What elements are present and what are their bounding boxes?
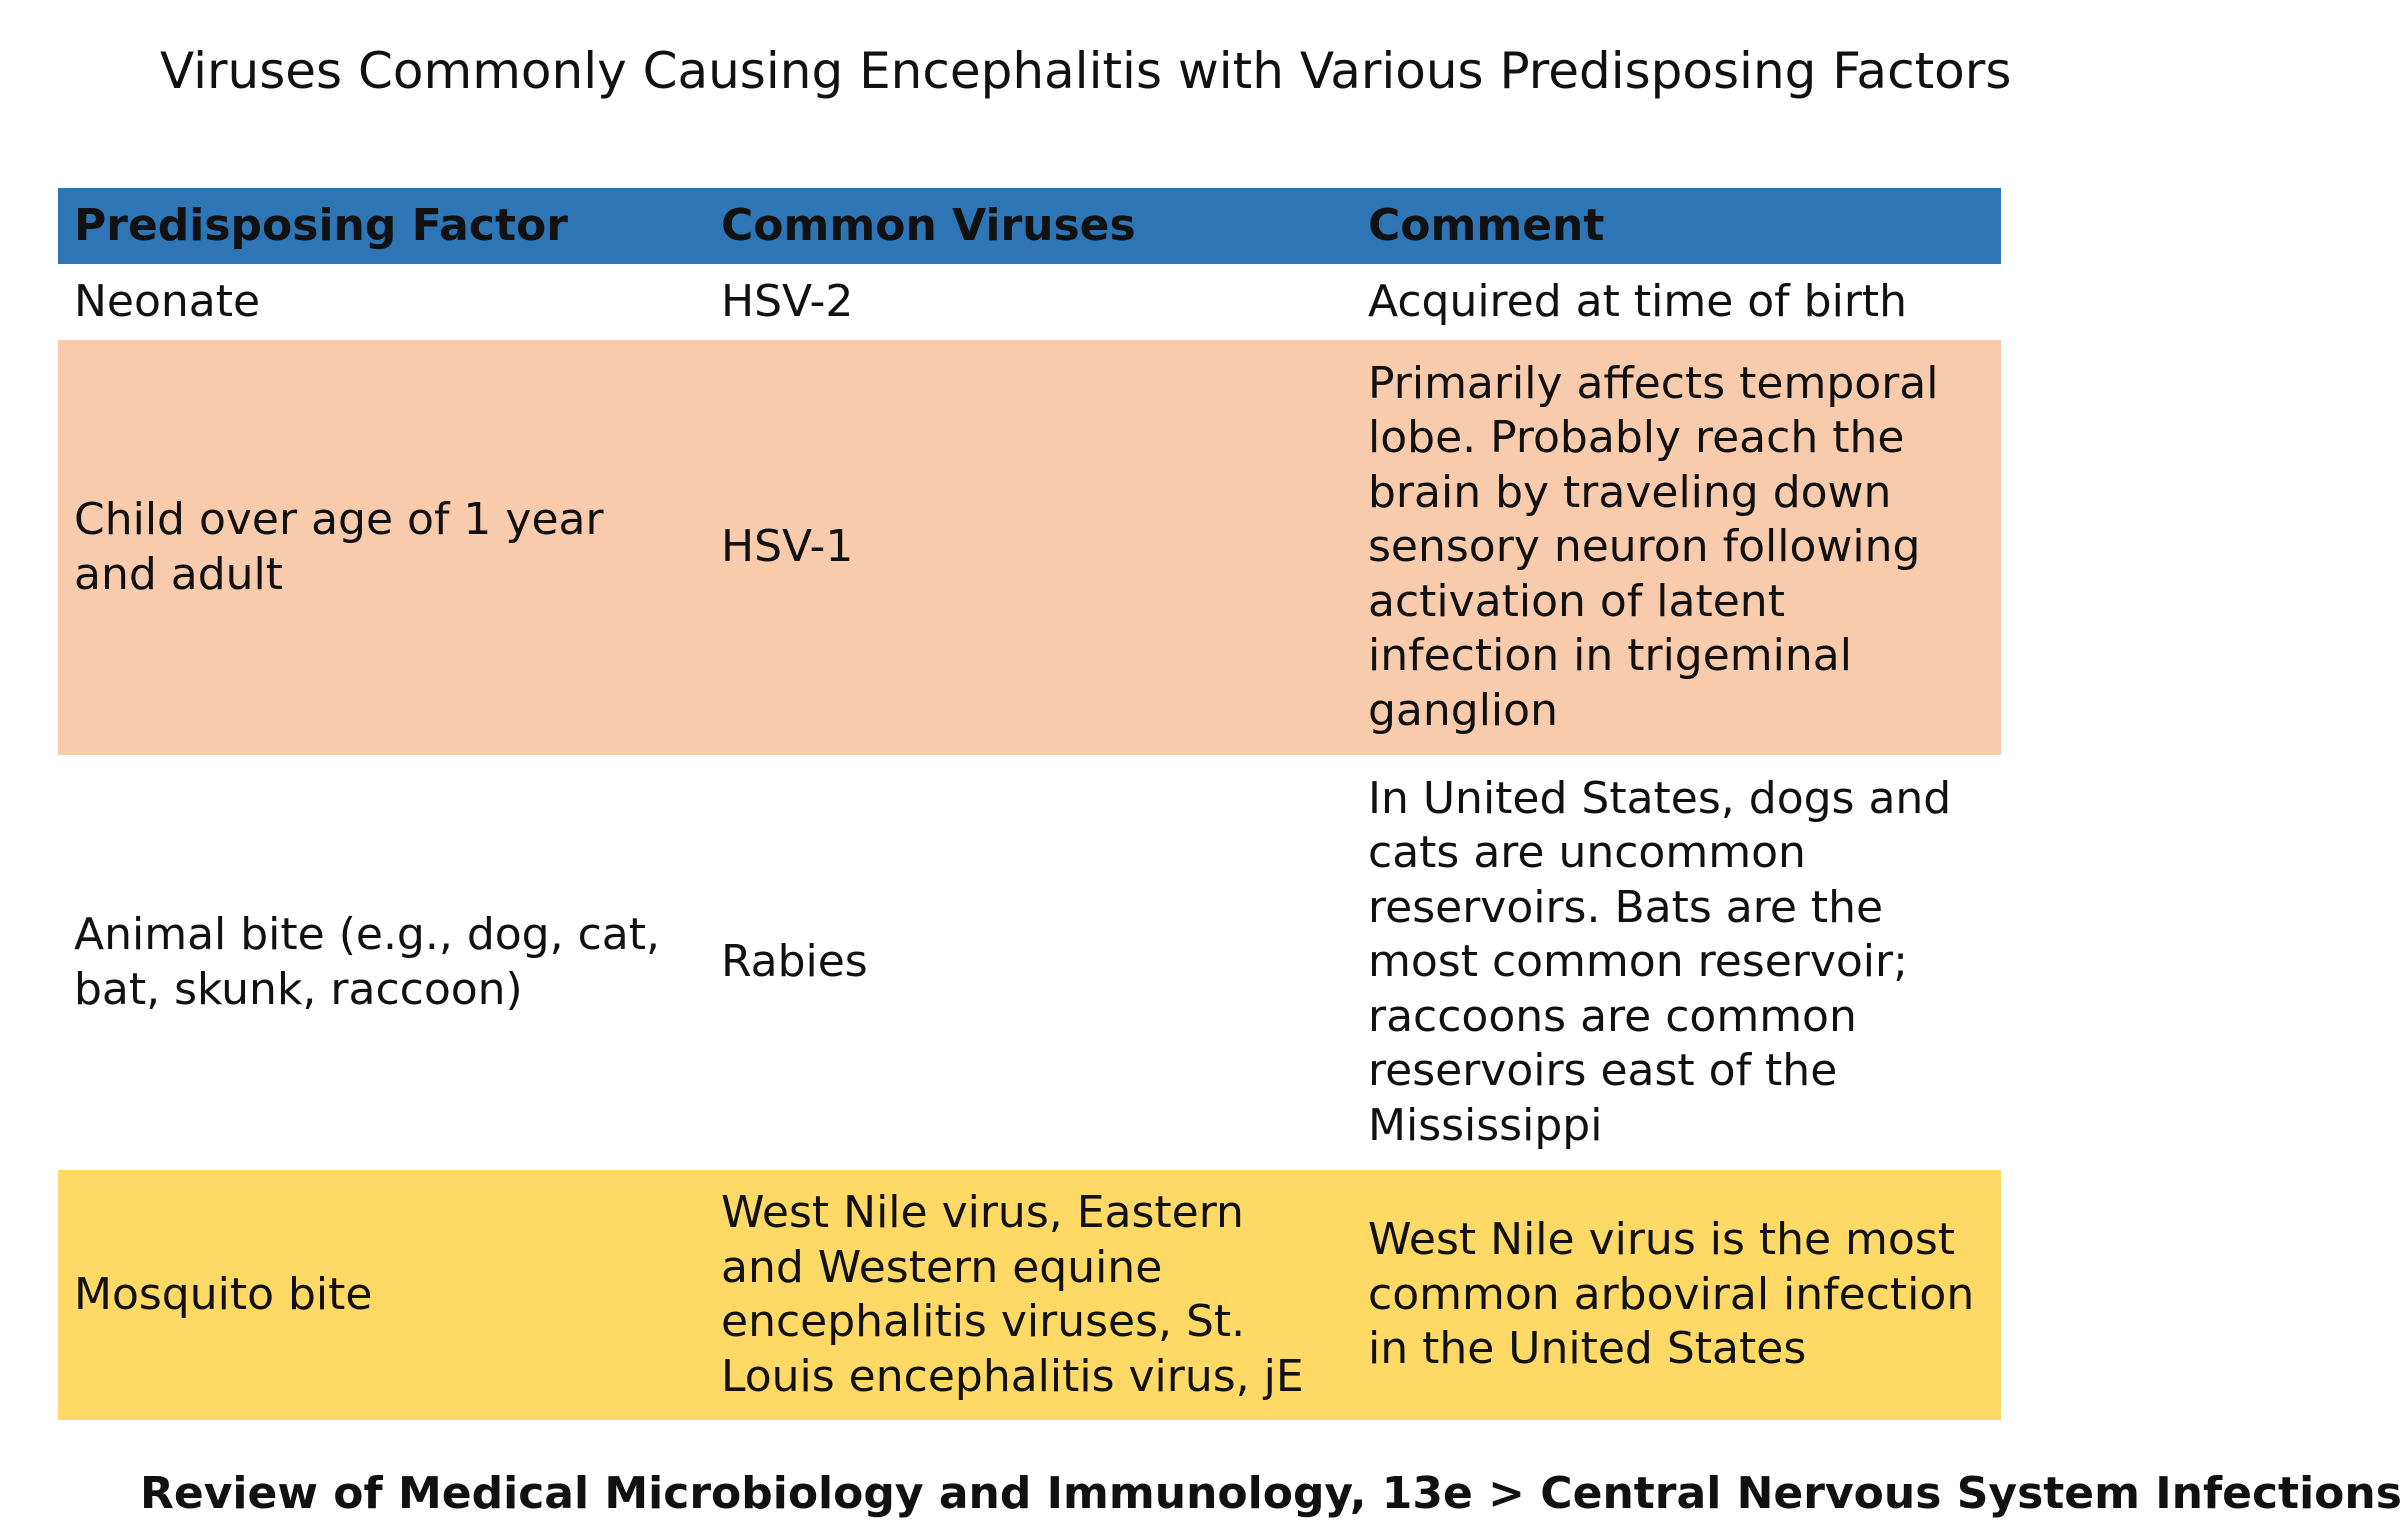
table-row xyxy=(58,1170,2001,1420)
source-citation: Review of Medical Microbiology and Immunology, 13e > Central Nervous System Infections xyxy=(140,1468,2402,1519)
factor-cell: Mosquito bite xyxy=(74,1268,373,1320)
viruses-cell: HSV-2 xyxy=(721,275,854,327)
factor-cell: Animal bite (e.g., dog, cat, bat, skunk, raccoon) xyxy=(74,909,660,1015)
slide-title: Viruses Commonly Causing Encephalitis with Various Predisposing Factors xyxy=(160,42,2012,100)
viruses-cell: HSV-1 xyxy=(721,521,854,573)
table-header-row xyxy=(58,188,2001,264)
table-row xyxy=(58,340,2001,755)
header-common-viruses: Common Viruses xyxy=(721,200,1136,251)
viruses-cell: West Nile virus, Eastern and Western equine encephalitis viruses, St. Louis encephalitis virus, jE xyxy=(721,1187,1304,1402)
comment-cell: West Nile virus is the most common arboviral infection in the United States xyxy=(1368,1214,1975,1375)
header-comment: Comment xyxy=(1368,200,1605,251)
comment-cell: Acquired at time of birth xyxy=(1368,275,1908,327)
encephalitis-table xyxy=(58,188,2001,1420)
factor-cell: Child over age of 1 year and adult xyxy=(74,494,604,600)
factor-cell: Neonate xyxy=(74,275,261,327)
table-row xyxy=(58,264,2001,340)
table-row xyxy=(58,755,2001,1170)
viruses-cell: Rabies xyxy=(721,936,868,988)
comment-cell: In United States, dogs and cats are uncommon reservoirs. Bats are the most common reservoir; raccoons are common reservoirs east of the Mississippi xyxy=(1368,772,1952,1151)
comment-cell: Primarily affects temporal lobe. Probably reach the brain by traveling down sensory neuron following activation of latent infection in trigeminal ganglion xyxy=(1368,357,1939,736)
header-predisposing-factor: Predisposing Factor xyxy=(74,200,568,251)
